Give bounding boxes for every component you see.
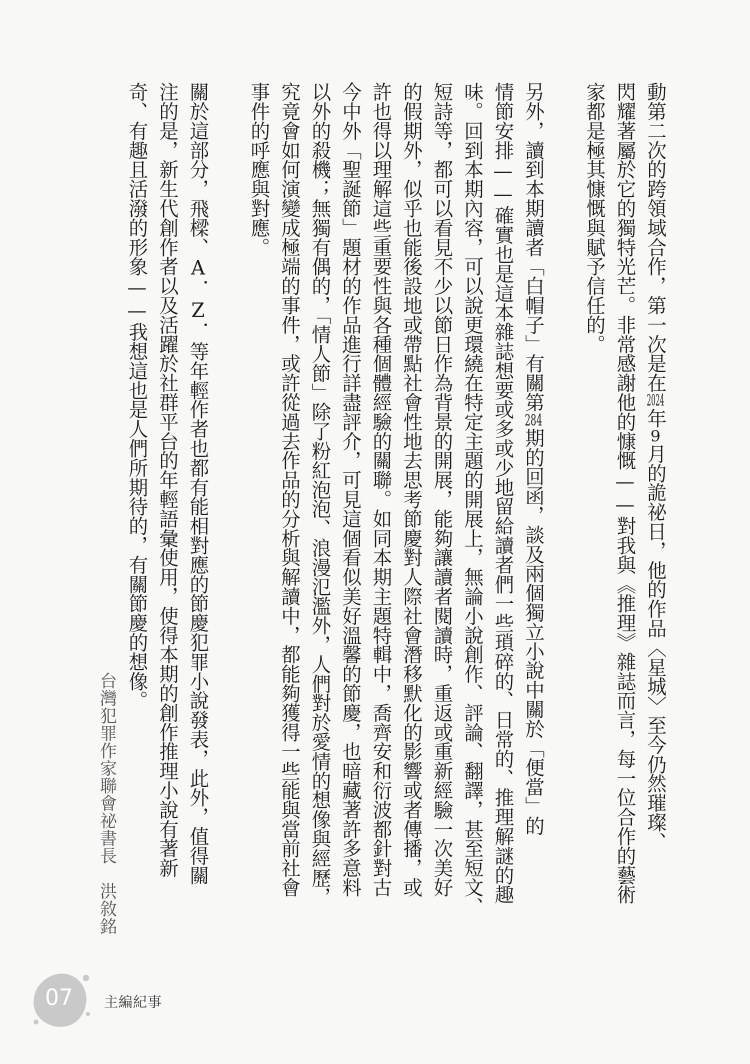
author-name: 洪敘銘 (96, 882, 116, 935)
text-column: 關於這部分，飛樑、A．Z．等年輕作者也都有能相對應的節慶犯罪小說發表，此外，值得關 (186, 82, 210, 885)
text-column: 動第二次的跨領域合作，第一次是在2024年9月的詭祕日，他的作品〈星城〉至今仍然璀璨、 (644, 82, 667, 852)
text-column: 短詩等，都可以看見不少以節日作為背景的開展，能夠讓讀者閱讀時，重返或重新經驗一次美好 (430, 82, 454, 897)
text-column: 許也得以理解這些重要性與各種個體經驗的關聯。如同本期主題特輯中，喬齊安和衍波都針對古 (369, 82, 393, 897)
text-column: 閃耀著屬於它的獨特光芒。非常感謝他的慷慨——對我與《推理》雜誌而言，每一位合作的藝術 (613, 82, 637, 904)
text-column: 注的是，新生代創作者以及活躍於社群平台的年輕語彙使用，使得本期的創作推理小說有著新 (156, 82, 179, 878)
body-text (121, 82, 670, 927)
author-signature (94, 672, 119, 935)
text-column: 事件的呼應與對應。 (247, 82, 271, 257)
section-label: 主編紀事 (104, 995, 162, 1011)
paragraph-gap (213, 82, 244, 927)
text-column: 以外的殺機；無獨有偶的，「情人節」除了粉紅泡泡、浪漫氾濫外，人們對於愛情的想像與經歷， (308, 82, 332, 907)
text-column: 味。回到本期內容，可以說更環繞在特定主題的開展上，無論小說創作、評論、翻譯，甚至短文、 (461, 82, 484, 917)
text-column: 另外，讀到本期讀者「白帽子」有關第284期的回函，談及兩個獨立小說中關於「便當」的 (522, 82, 545, 836)
text-column: 的假期外，似乎也能後設地或帶點社會性地去思考節慶對人際社會潛移默化的影響或者傳播，或 (400, 82, 423, 897)
paragraph-gap (548, 82, 579, 927)
text-column: 究竟會如何演變成極端的事件，或許從過去作品的分析與解讀中，都能夠獲得一些能與當前社會 (278, 82, 301, 897)
text-column: 今中外「聖誕節」題材的作品進行詳盡評介，可見這個看似美好溫馨的節慶，也暗藏著許多意料 (339, 82, 362, 897)
text-column: 家都是極其慷慨與賦予信任的。 (583, 82, 606, 354)
author-title: 台灣犯罪作家聯會祕書長 (96, 672, 116, 865)
page-number: 07 (45, 986, 73, 1011)
text-column: 情節安排——確實也是這本雜誌想要或多或少地留給讀者們一些瑣碎的、日常的、推理解謎的趣 (491, 82, 515, 904)
text-column: 奇、有趣且活潑的形象——我想這也是人們所期待的，有關節慶的想像。 (125, 82, 149, 710)
